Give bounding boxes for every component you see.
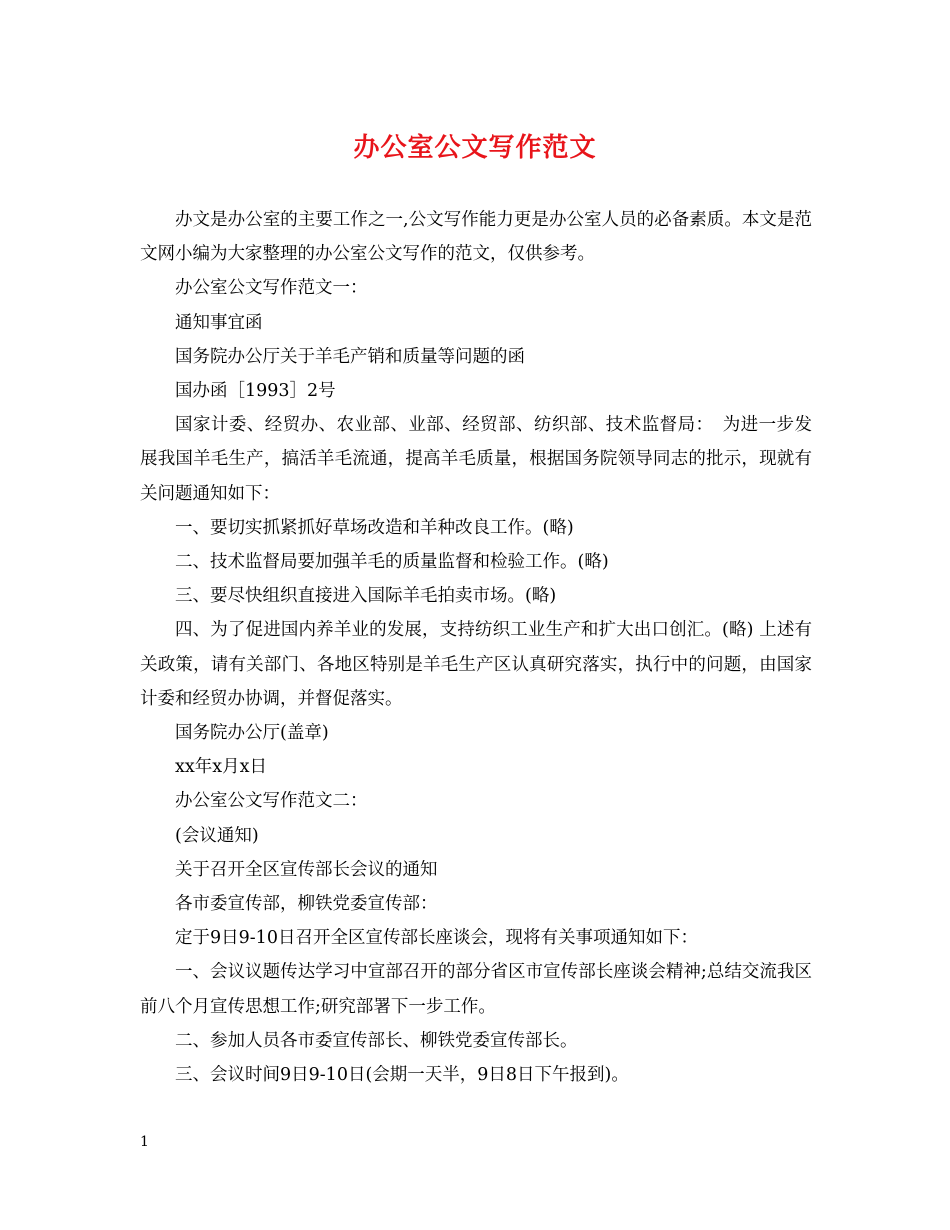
paragraph: 国务院办公厅(盖章): [175, 723, 329, 744]
paragraph: 国务院办公厅关于羊毛产销和质量等问题的函: [175, 346, 525, 367]
paragraph: 办公室公文写作范文二：: [175, 791, 368, 812]
paragraph: (会议通知): [175, 825, 259, 846]
paragraph: 一、要切实抓紧抓好草场改造和羊种改良工作。(略): [175, 517, 574, 538]
paragraph: 关于召开全区宣传部长会议的通知: [175, 859, 438, 880]
paragraph: 定于9日9-10日召开全区宣传部长座谈会，现将有关事项通知如下：: [175, 928, 698, 949]
paragraph: 二、参加人员各市委宣传部长、柳铁党委宣传部长。: [175, 1030, 578, 1051]
document-title: 办公室公文写作范文: [353, 133, 597, 163]
page-number: 1: [140, 1134, 149, 1150]
paragraph: 各市委宣传部，柳铁党委宣传部：: [175, 894, 438, 915]
paragraph: 通知事宜函: [175, 312, 263, 333]
paragraph: 国办函［1993］2号: [175, 381, 336, 402]
paragraph: 办文是办公室的主要工作之一,公文写作能力更是办公室人员的必备素质。本文是范文网小编为大家整理的办公室公文写作的范文，仅供参考。: [140, 210, 812, 265]
paragraph: 三、要尽快组织直接进入国际羊毛拍卖市场。(略): [175, 586, 557, 607]
paragraph: xx年x月x日: [175, 757, 267, 778]
paragraph: 二、技术监督局要加强羊毛的质量监督和检验工作。(略): [175, 552, 609, 573]
document-body: [140, 203, 812, 1092]
paragraph: 国家计委、经贸办、农业部、业部、经贸部、纺织部、技术监督局： 为进一步发展我国羊毛生产，搞活羊毛流通，提高羊毛质量，根据国务院领导同志的批示，现就有关问题通知如下：: [140, 415, 812, 504]
paragraph: 四、为了促进国内养羊业的发展，支持纺织工业生产和扩大出口创汇。(略) 上述有关政策，请有关部门、各地区特别是羊毛生产区认真研究落实，执行中的问题，由国家计委和经贸办协调，并督促落实。: [140, 620, 812, 709]
paragraph: 三、会议时间9日9-10日(会期一天半，9日8日下午报到)。: [175, 1065, 629, 1086]
paragraph: 一、会议议题传达学习中宣部召开的部分省区市宣传部长座谈会精神;总结交流我区前八个月宣传思想工作;研究部署下一步工作。: [140, 962, 812, 1017]
paragraph: 办公室公文写作范文一：: [175, 278, 368, 299]
